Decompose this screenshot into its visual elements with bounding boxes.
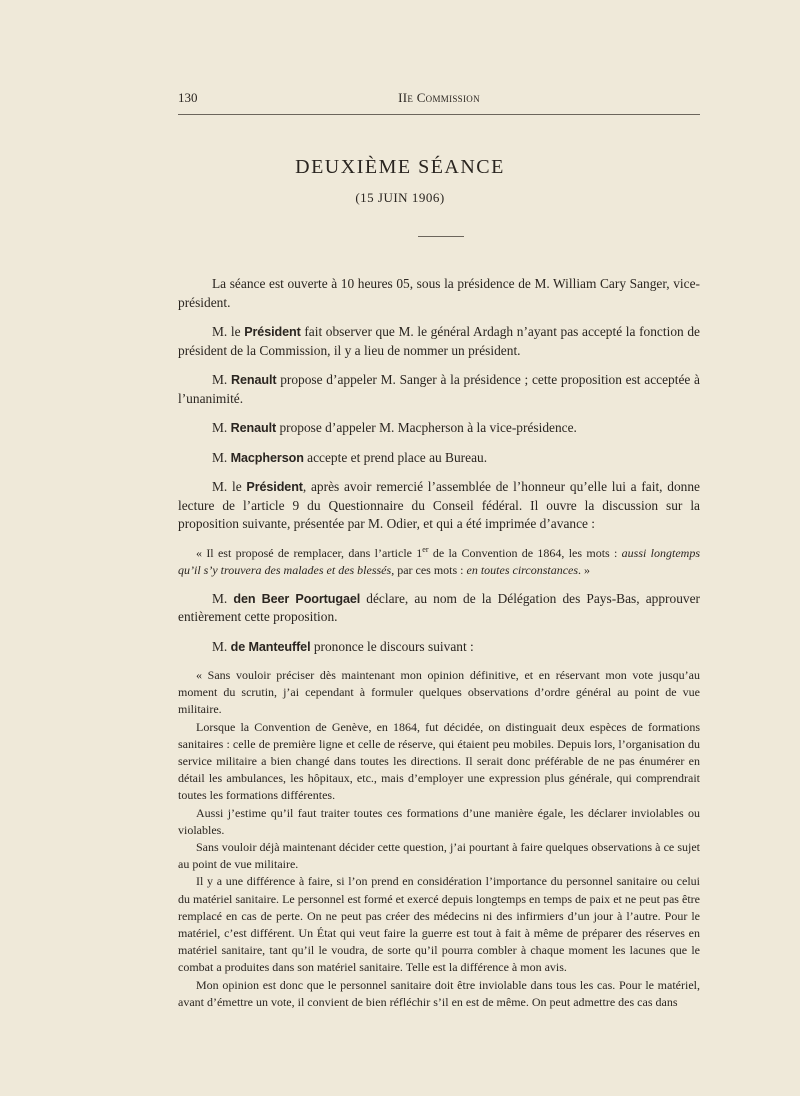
quote-italic: en toutes circonstances xyxy=(466,562,579,577)
paragraph-opening: La séance est ouverte à 10 heures 05, sous la présidence de M. William Cary Sanger, vice-président. xyxy=(178,276,700,310)
speaker-prefix: M. xyxy=(212,420,231,435)
speech-paragraph: Mon opinion est donc que le personnel sanitaire doit être inviolable dans tous les cas. Pour le matériel, avant d’émettre un vote, il convient de bien réfléchir s’il en est de même. On peut admettre des cas dans xyxy=(178,977,700,1009)
speech-paragraph: Lorsque la Convention de Genève, en 1864, fut décidée, on distinguait deux espèces de formations sanitaires : celle de première ligne et celle de réserve, qui étaient peu mobiles. Depuis lors, l’organisation du service militaire a bien changé dans toutes les directions. Il serait donc préférable de ne pas énumérer en détail les ambulances, les hôpitaux, etc., mais d’employer une expression plus générale, qui comprendrait toutes les formations différentes. xyxy=(178,719,700,803)
paragraph-text: accepte et prend place au Bureau. xyxy=(303,449,488,465)
page-number: 130 xyxy=(178,90,198,105)
speech-paragraph: Sans vouloir déjà maintenant décider cette question, j’ai pourtant à faire quelques observations à ce sujet au point de vue militaire. xyxy=(178,840,700,872)
speaker-name: Président xyxy=(244,325,301,339)
paragraph-text: fait observer que M. le général Ardagh n’ayant pas accepté la fonction de président de la Commission, il y a lieu de nommer un président. xyxy=(178,324,700,358)
paragraph-text: , après avoir remercié l’assemblée de l’honneur qu’elle lui a fait, donne lecture de l’article 9 du Questionnaire du Conseil fédéral. Il ouvre la discussion sur la proposition suivante, présentée par M. Odier, et qui a été imprimée d’avance : xyxy=(178,479,700,531)
speaker-name: de Manteuffel xyxy=(230,639,311,654)
speaker-name: Renault xyxy=(230,373,277,387)
speaker-name: Renault xyxy=(230,421,277,435)
paragraph-text: prononce le discours suivant : xyxy=(310,638,474,654)
title-divider xyxy=(418,236,464,237)
running-head xyxy=(178,90,700,110)
header-rule xyxy=(178,114,700,115)
speech-paragraph: Il y a une différence à faire, si l’on prend en considération l’importance du personnel sanitaire ou celui du matériel sanitaire. Le personnel est formé et exercé depuis longtemps en temps de paix et ne peut pas être remplacé en cas de perte. On ne peut pas créer des médecins ni des infirmiers d’un jour à l’autre. Pour le matériel, c’est différent. Un État qui veut faire la guerre est tout à fait à même de préparer des réserves en matériel sanitaire, tant qu’il le voudra, de sorte qu’il pourra combler à chaque moment les lacunes que le combat a produites dans son matériel sanitaire. Telle est la différence à mon avis. xyxy=(178,874,700,975)
quote-text: de la Convention de 1864, les mots : xyxy=(428,545,622,560)
paragraph-president-reading xyxy=(178,478,700,534)
speaker-prefix: M. le xyxy=(212,479,247,494)
speaker-name: Macpherson xyxy=(230,450,304,465)
quoted-proposal xyxy=(178,545,700,579)
paragraph-manteuffel xyxy=(178,638,700,657)
speaker-prefix: M. xyxy=(212,449,231,465)
paragraph-text: propose d’appeler M. Sanger à la présidence ; cette proposition est acceptée à l’unanimité. xyxy=(178,372,700,406)
running-title: IIe Commission xyxy=(398,90,480,105)
paragraph-text: déclare, au nom de la Délégation des Pays-Bas, approuver entièrement cette proposition. xyxy=(178,590,700,624)
speaker-prefix: M. xyxy=(212,638,231,654)
quote-text: , par ces mots : xyxy=(391,562,467,577)
paragraph-den-beer xyxy=(178,590,700,627)
quote-text: . » xyxy=(578,562,591,577)
section-title: DEUXIÈME SÉANCE xyxy=(295,156,505,178)
speaker-name: den Beer Poortugael xyxy=(233,591,361,606)
body-text xyxy=(178,275,700,1011)
speaker-prefix: M. xyxy=(212,590,234,606)
section-date: (15 JUIN 1906) xyxy=(355,190,445,205)
paragraph-president-remark xyxy=(178,323,700,360)
paragraph-text: propose d’appeler M. Macpherson à la vice-présidence. xyxy=(276,420,577,435)
speaker-name: Président xyxy=(246,480,303,494)
quote-italic: aussi longtemps qu’il s’y trouvera des malades et des blessés xyxy=(178,545,700,577)
speech-paragraph: Aussi j’estime qu’il faut traiter toutes ces formations d’une manière égale, les déclarer inviolables ou violables. xyxy=(178,805,700,837)
speech-block xyxy=(178,667,700,1011)
speaker-prefix: M. xyxy=(212,372,231,387)
quote-text: « Il est proposé de remplacer, dans l’article 1 xyxy=(196,545,423,560)
quote-superscript: er xyxy=(422,544,429,554)
paragraph-renault-president xyxy=(178,371,700,408)
paragraph-renault-vice xyxy=(178,419,700,438)
speaker-prefix: M. le xyxy=(212,324,245,339)
paragraph-macpherson xyxy=(178,449,700,468)
speech-paragraph: « Sans vouloir préciser dès maintenant mon opinion définitive, et en réservant mon vote jusqu’au moment du scrutin, j’ai cependant à formuler quelques observations d’ordre général au point de vue militaire. xyxy=(178,668,700,717)
